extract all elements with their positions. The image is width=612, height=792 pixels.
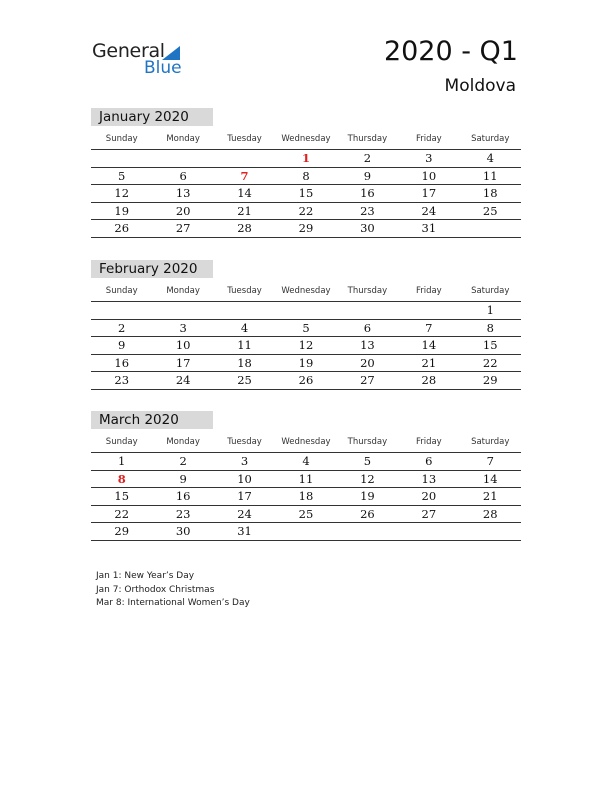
- day-cell: 13: [175, 186, 191, 201]
- weekday-header: Tuesday: [227, 436, 262, 447]
- day-cell: 23: [175, 506, 191, 521]
- month-calendar: [91, 108, 521, 238]
- week-row: [91, 168, 521, 186]
- weekday-header: Tuesday: [227, 133, 262, 144]
- day-cell: 22: [114, 506, 130, 521]
- weekday-header: Sunday: [105, 285, 138, 296]
- day-cell: 18: [237, 355, 252, 370]
- day-cell: 10: [421, 168, 437, 183]
- weekday-header: Wednesday: [281, 436, 331, 447]
- day-cell: 14: [421, 338, 437, 353]
- week-row: [91, 220, 521, 237]
- day-cell: 6: [425, 454, 433, 469]
- day-cell: 11: [237, 338, 252, 353]
- country-name: Moldova: [444, 76, 516, 96]
- day-cell: 29: [482, 373, 498, 388]
- week-row: [91, 372, 521, 389]
- day-cell: 20: [421, 489, 437, 504]
- holiday-note: Jan 1: New Year’s Day: [96, 571, 195, 581]
- brand-logo: [92, 40, 202, 80]
- day-cell: 31: [421, 221, 437, 236]
- month-label: February 2020: [91, 260, 213, 278]
- month-calendar: [91, 260, 521, 390]
- weekday-header: Monday: [166, 133, 200, 144]
- weekday-header: Tuesday: [227, 285, 262, 296]
- day-cell: 28: [421, 373, 437, 388]
- weekday-header: Friday: [415, 285, 442, 296]
- weekday-header: Thursday: [347, 285, 388, 296]
- day-cell: 16: [360, 186, 375, 201]
- weekday-header: Friday: [415, 133, 442, 144]
- week-row: [91, 355, 521, 373]
- day-cell: 15: [114, 489, 130, 504]
- day-cell: 29: [114, 524, 130, 539]
- day-cell: 29: [298, 221, 314, 236]
- day-cell: 26: [298, 373, 314, 388]
- weekday-header: Monday: [166, 436, 200, 447]
- day-cell: 28: [482, 506, 498, 521]
- day-cell: 9: [179, 471, 187, 486]
- day-cell: 11: [482, 168, 498, 183]
- day-cell: 18: [482, 186, 498, 201]
- day-cell: 21: [421, 355, 437, 370]
- day-cell: 23: [360, 203, 375, 218]
- day-cell: 30: [360, 221, 375, 236]
- day-cell: 15: [298, 186, 314, 201]
- weekday-header: Saturday: [471, 285, 510, 296]
- day-cell: 6: [363, 320, 372, 335]
- day-cell: 20: [360, 355, 375, 370]
- day-cell: 3: [425, 151, 433, 166]
- month-label: March 2020: [91, 411, 213, 429]
- day-cell: 14: [482, 471, 498, 486]
- day-cell: 16: [175, 489, 191, 504]
- day-cell: 2: [363, 151, 372, 166]
- weekday-header: Saturday: [471, 436, 510, 447]
- day-cell: 9: [118, 338, 126, 353]
- day-cell: 7: [486, 454, 494, 469]
- holiday-note: Mar 8: International Women’s Day: [96, 598, 250, 608]
- day-cell: 3: [240, 454, 249, 469]
- day-cell: 1: [118, 454, 126, 469]
- month-label: January 2020: [91, 108, 213, 126]
- day-cell: 4: [486, 151, 494, 166]
- day-cell: 2: [179, 454, 187, 469]
- day-cell: 19: [114, 203, 130, 218]
- day-cell: 17: [421, 186, 437, 201]
- day-cell: 12: [360, 471, 375, 486]
- week-row: [91, 523, 521, 540]
- weekday-header: Wednesday: [281, 133, 331, 144]
- logo-text-blue: Blue: [144, 58, 182, 78]
- day-cell: 13: [360, 338, 375, 353]
- weekday-header: Sunday: [105, 436, 138, 447]
- logo-text-general: General: [92, 40, 165, 62]
- week-row: [91, 302, 521, 320]
- weekday-header-row: [91, 431, 521, 453]
- weekday-header: Thursday: [347, 133, 388, 144]
- weekday-header-row: [91, 128, 521, 150]
- day-cell: 27: [360, 373, 375, 388]
- day-cell: 13: [421, 471, 437, 486]
- day-cell: 7: [425, 320, 433, 335]
- day-cell: 30: [175, 524, 191, 539]
- day-cell: 5: [302, 320, 310, 335]
- day-cell: 22: [482, 355, 498, 370]
- day-cell: 21: [482, 489, 498, 504]
- day-cell: 3: [179, 320, 187, 335]
- holiday-note: Jan 7: Orthodox Christmas: [96, 584, 215, 595]
- page-title: 2020 - Q1: [383, 36, 518, 67]
- day-cell: 16: [114, 355, 130, 370]
- day-cell: 20: [175, 203, 191, 218]
- day-cell: 22: [298, 203, 314, 218]
- day-cell: 4: [240, 320, 249, 335]
- day-cell: 19: [360, 489, 375, 504]
- week-row: [91, 337, 521, 355]
- day-cell: 17: [237, 489, 252, 504]
- day-cell: 27: [175, 221, 191, 236]
- day-cell: 24: [237, 506, 252, 521]
- week-row: [91, 320, 521, 338]
- day-cell: 25: [482, 203, 498, 218]
- day-cell: 12: [114, 186, 130, 201]
- day-cell: 27: [421, 506, 437, 521]
- day-cell: 5: [118, 168, 126, 183]
- holiday-date: 1: [301, 151, 310, 166]
- day-cell: 4: [302, 454, 310, 469]
- weekday-header-row: [91, 280, 521, 302]
- day-cell: 24: [421, 203, 437, 218]
- day-cell: 31: [237, 524, 252, 539]
- day-cell: 17: [175, 355, 191, 370]
- day-cell: 28: [237, 221, 252, 236]
- week-row: [91, 506, 521, 524]
- day-cell: 23: [114, 373, 130, 388]
- holiday-date: 8: [117, 471, 126, 486]
- week-row: [91, 488, 521, 506]
- day-cell: 24: [175, 373, 191, 388]
- weekday-header: Monday: [166, 285, 200, 296]
- weekday-header: Thursday: [347, 436, 388, 447]
- week-row: [91, 185, 521, 203]
- month-calendar: [91, 411, 521, 541]
- day-cell: 5: [363, 454, 372, 469]
- day-cell: 9: [363, 168, 372, 183]
- day-cell: 12: [298, 338, 314, 353]
- weekday-header: Sunday: [105, 133, 138, 144]
- weekday-header: Saturday: [471, 133, 510, 144]
- day-cell: 8: [486, 320, 494, 335]
- day-cell: 1: [486, 303, 494, 318]
- day-cell: 15: [482, 338, 498, 353]
- week-row: [91, 150, 521, 168]
- day-cell: 10: [175, 338, 191, 353]
- day-cell: 8: [302, 168, 310, 183]
- week-row: [91, 203, 521, 221]
- day-cell: 26: [360, 506, 375, 521]
- week-row: [91, 471, 521, 489]
- holiday-notes: [96, 570, 250, 611]
- day-cell: 14: [237, 186, 252, 201]
- day-cell: 10: [237, 471, 252, 486]
- day-cell: 11: [298, 471, 314, 486]
- day-cell: 21: [237, 203, 252, 218]
- day-cell: 26: [114, 221, 130, 236]
- day-cell: 18: [298, 489, 314, 504]
- week-row: [91, 453, 521, 471]
- day-cell: 2: [118, 320, 126, 335]
- holiday-date: 7: [240, 168, 249, 183]
- weekday-header: Friday: [415, 436, 442, 447]
- day-cell: 19: [298, 355, 314, 370]
- day-cell: 6: [179, 168, 187, 183]
- day-cell: 25: [237, 373, 252, 388]
- weekday-header: Wednesday: [281, 285, 331, 296]
- day-cell: 25: [298, 506, 314, 521]
